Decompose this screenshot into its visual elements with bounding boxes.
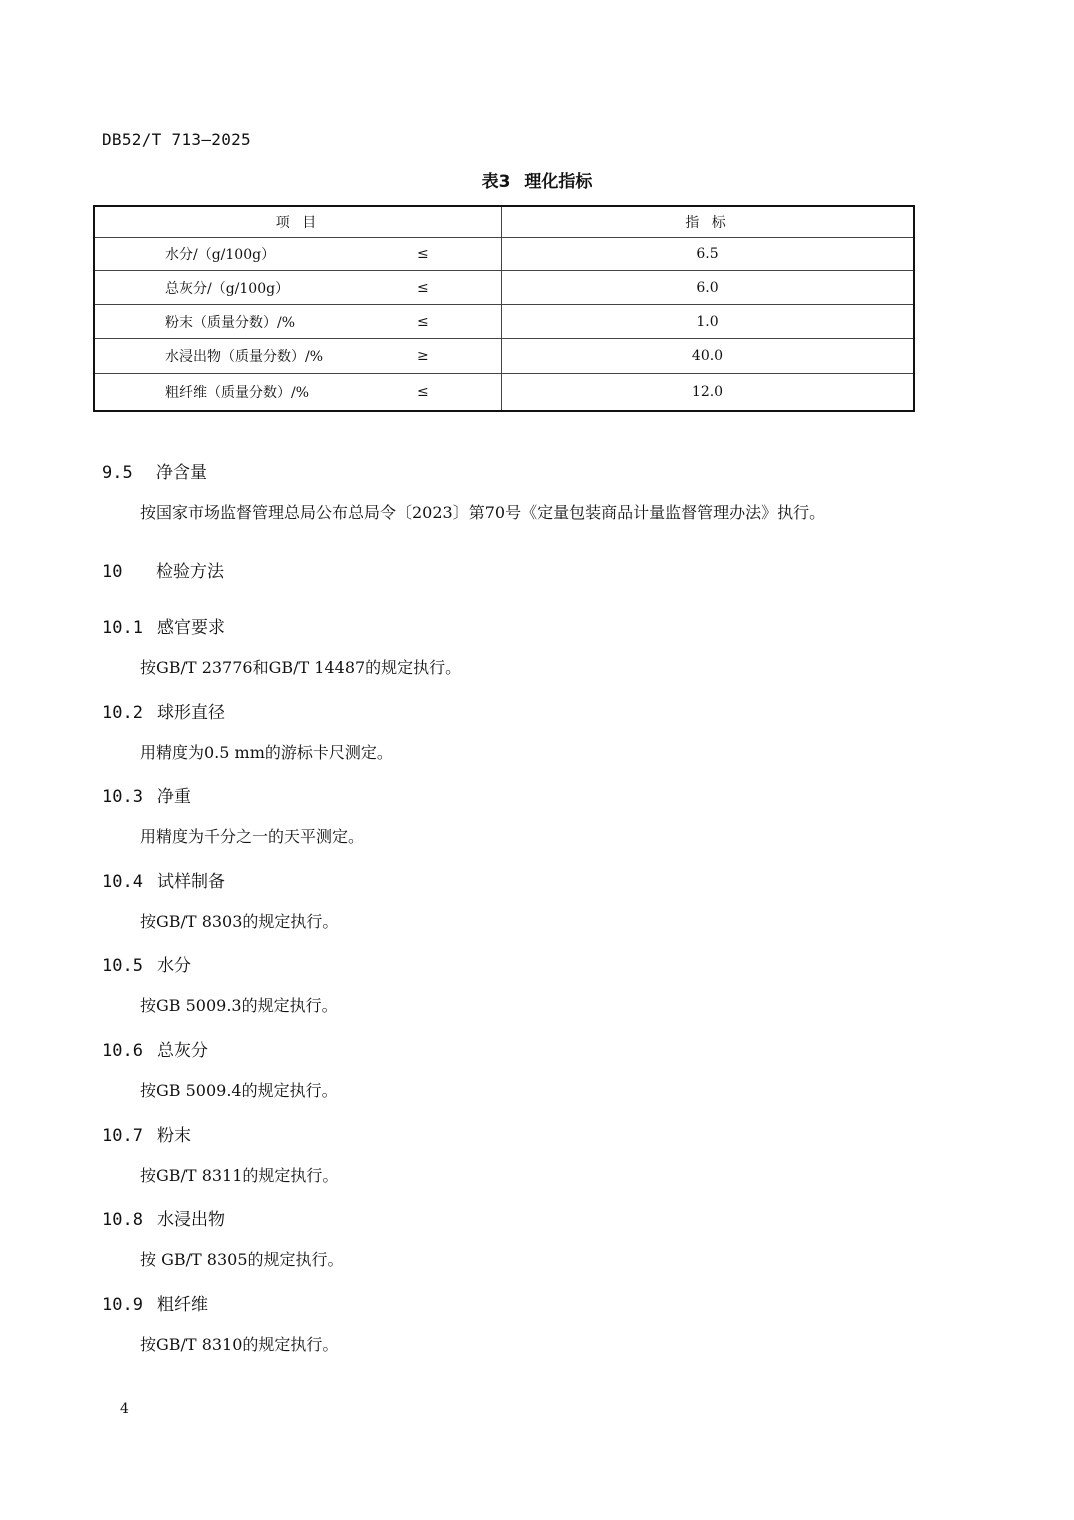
table-caption-title: 理化指标 — [524, 172, 593, 192]
section-text: 按 GB/T 8305的规定执行。 — [140, 1250, 344, 1269]
section-title: 水浸出物 — [156, 1210, 225, 1230]
page-number: 4 — [120, 1401, 129, 1417]
table-row — [94, 271, 914, 305]
physicochemical-table — [93, 205, 915, 412]
section-text: 按国家市场监督管理总局公布总局令〔2023〕第70号《定量包装商品计量监督管理办法》执行。 — [140, 503, 826, 522]
row-value: 1.0 — [502, 305, 915, 339]
section-title: 净重 — [156, 787, 191, 807]
row-comparison-sign: ≤ — [417, 246, 429, 262]
table-row — [94, 339, 914, 374]
section-title: 总灰分 — [156, 1041, 208, 1061]
row-item-name: 水分/（g/100g） — [165, 247, 276, 263]
section-number: 10.8 — [102, 1210, 143, 1230]
row-value: 40.0 — [502, 339, 915, 374]
section-number: 9.5 — [102, 463, 133, 483]
section-number: 10.1 — [102, 618, 143, 638]
section-text: 按GB/T 8303的规定执行。 — [140, 912, 339, 931]
section-text: 用精度为0.5 mm的游标卡尺测定。 — [140, 743, 393, 762]
row-item-name: 粉末（质量分数）/% — [165, 314, 296, 331]
section-title: 水分 — [156, 956, 191, 976]
section-heading — [102, 1036, 208, 1061]
row-comparison-sign: ≥ — [417, 348, 429, 364]
section-heading — [102, 557, 224, 582]
section-heading — [102, 951, 191, 976]
section-heading — [102, 1290, 208, 1315]
table-caption — [0, 167, 1074, 192]
row-value: 6.5 — [502, 238, 915, 271]
section-number: 10.2 — [102, 703, 143, 723]
column-header-value: 指 标 — [502, 206, 915, 238]
section-title: 检验方法 — [156, 562, 224, 582]
row-value: 6.0 — [502, 271, 915, 305]
row-item-name: 总灰分/（g/100g） — [165, 280, 290, 297]
section-text: 按GB 5009.3的规定执行。 — [140, 996, 338, 1015]
section-text: 按GB 5009.4的规定执行。 — [140, 1081, 338, 1100]
section-number: 10 — [102, 562, 123, 582]
row-comparison-sign: ≤ — [417, 383, 429, 400]
row-item-name: 水浸出物（质量分数）/% — [165, 349, 324, 365]
section-text: 按GB/T 8310的规定执行。 — [140, 1335, 339, 1354]
table-header-row — [94, 206, 914, 238]
row-comparison-sign: ≤ — [417, 313, 429, 330]
row-comparison-sign: ≤ — [417, 279, 429, 296]
section-number: 10.3 — [102, 787, 143, 807]
section-title: 粉末 — [156, 1126, 191, 1146]
table-caption-number: 表3 — [481, 172, 511, 192]
table-row — [94, 305, 914, 339]
section-text: 按GB/T 23776和GB/T 14487的规定执行。 — [140, 658, 462, 677]
section-text: 用精度为千分之一的天平测定。 — [140, 827, 365, 846]
section-text: 按GB/T 8311的规定执行。 — [140, 1166, 339, 1185]
row-item-name: 粗纤维（质量分数）/% — [165, 384, 310, 401]
section-title: 净含量 — [156, 463, 207, 483]
section-heading — [102, 867, 225, 892]
column-header-item: 项 目 — [94, 206, 502, 238]
section-heading — [102, 1121, 191, 1146]
section-title: 试样制备 — [156, 872, 225, 892]
section-heading — [102, 782, 191, 807]
row-value: 12.0 — [502, 374, 915, 411]
section-heading — [102, 613, 225, 638]
section-number: 10.9 — [102, 1295, 143, 1315]
section-heading — [102, 1205, 225, 1230]
document-code: DB52/T 713—2025 — [102, 130, 251, 149]
section-number: 10.5 — [102, 956, 143, 976]
section-number: 10.6 — [102, 1041, 143, 1061]
section-heading — [102, 698, 225, 723]
section-title: 粗纤维 — [156, 1295, 208, 1315]
section-title: 球形直径 — [156, 703, 225, 723]
section-number: 10.7 — [102, 1126, 143, 1146]
section-number: 10.4 — [102, 872, 143, 892]
table-row — [94, 238, 914, 271]
table-row — [94, 374, 914, 411]
section-title: 感官要求 — [156, 618, 225, 638]
section-heading — [102, 458, 207, 483]
